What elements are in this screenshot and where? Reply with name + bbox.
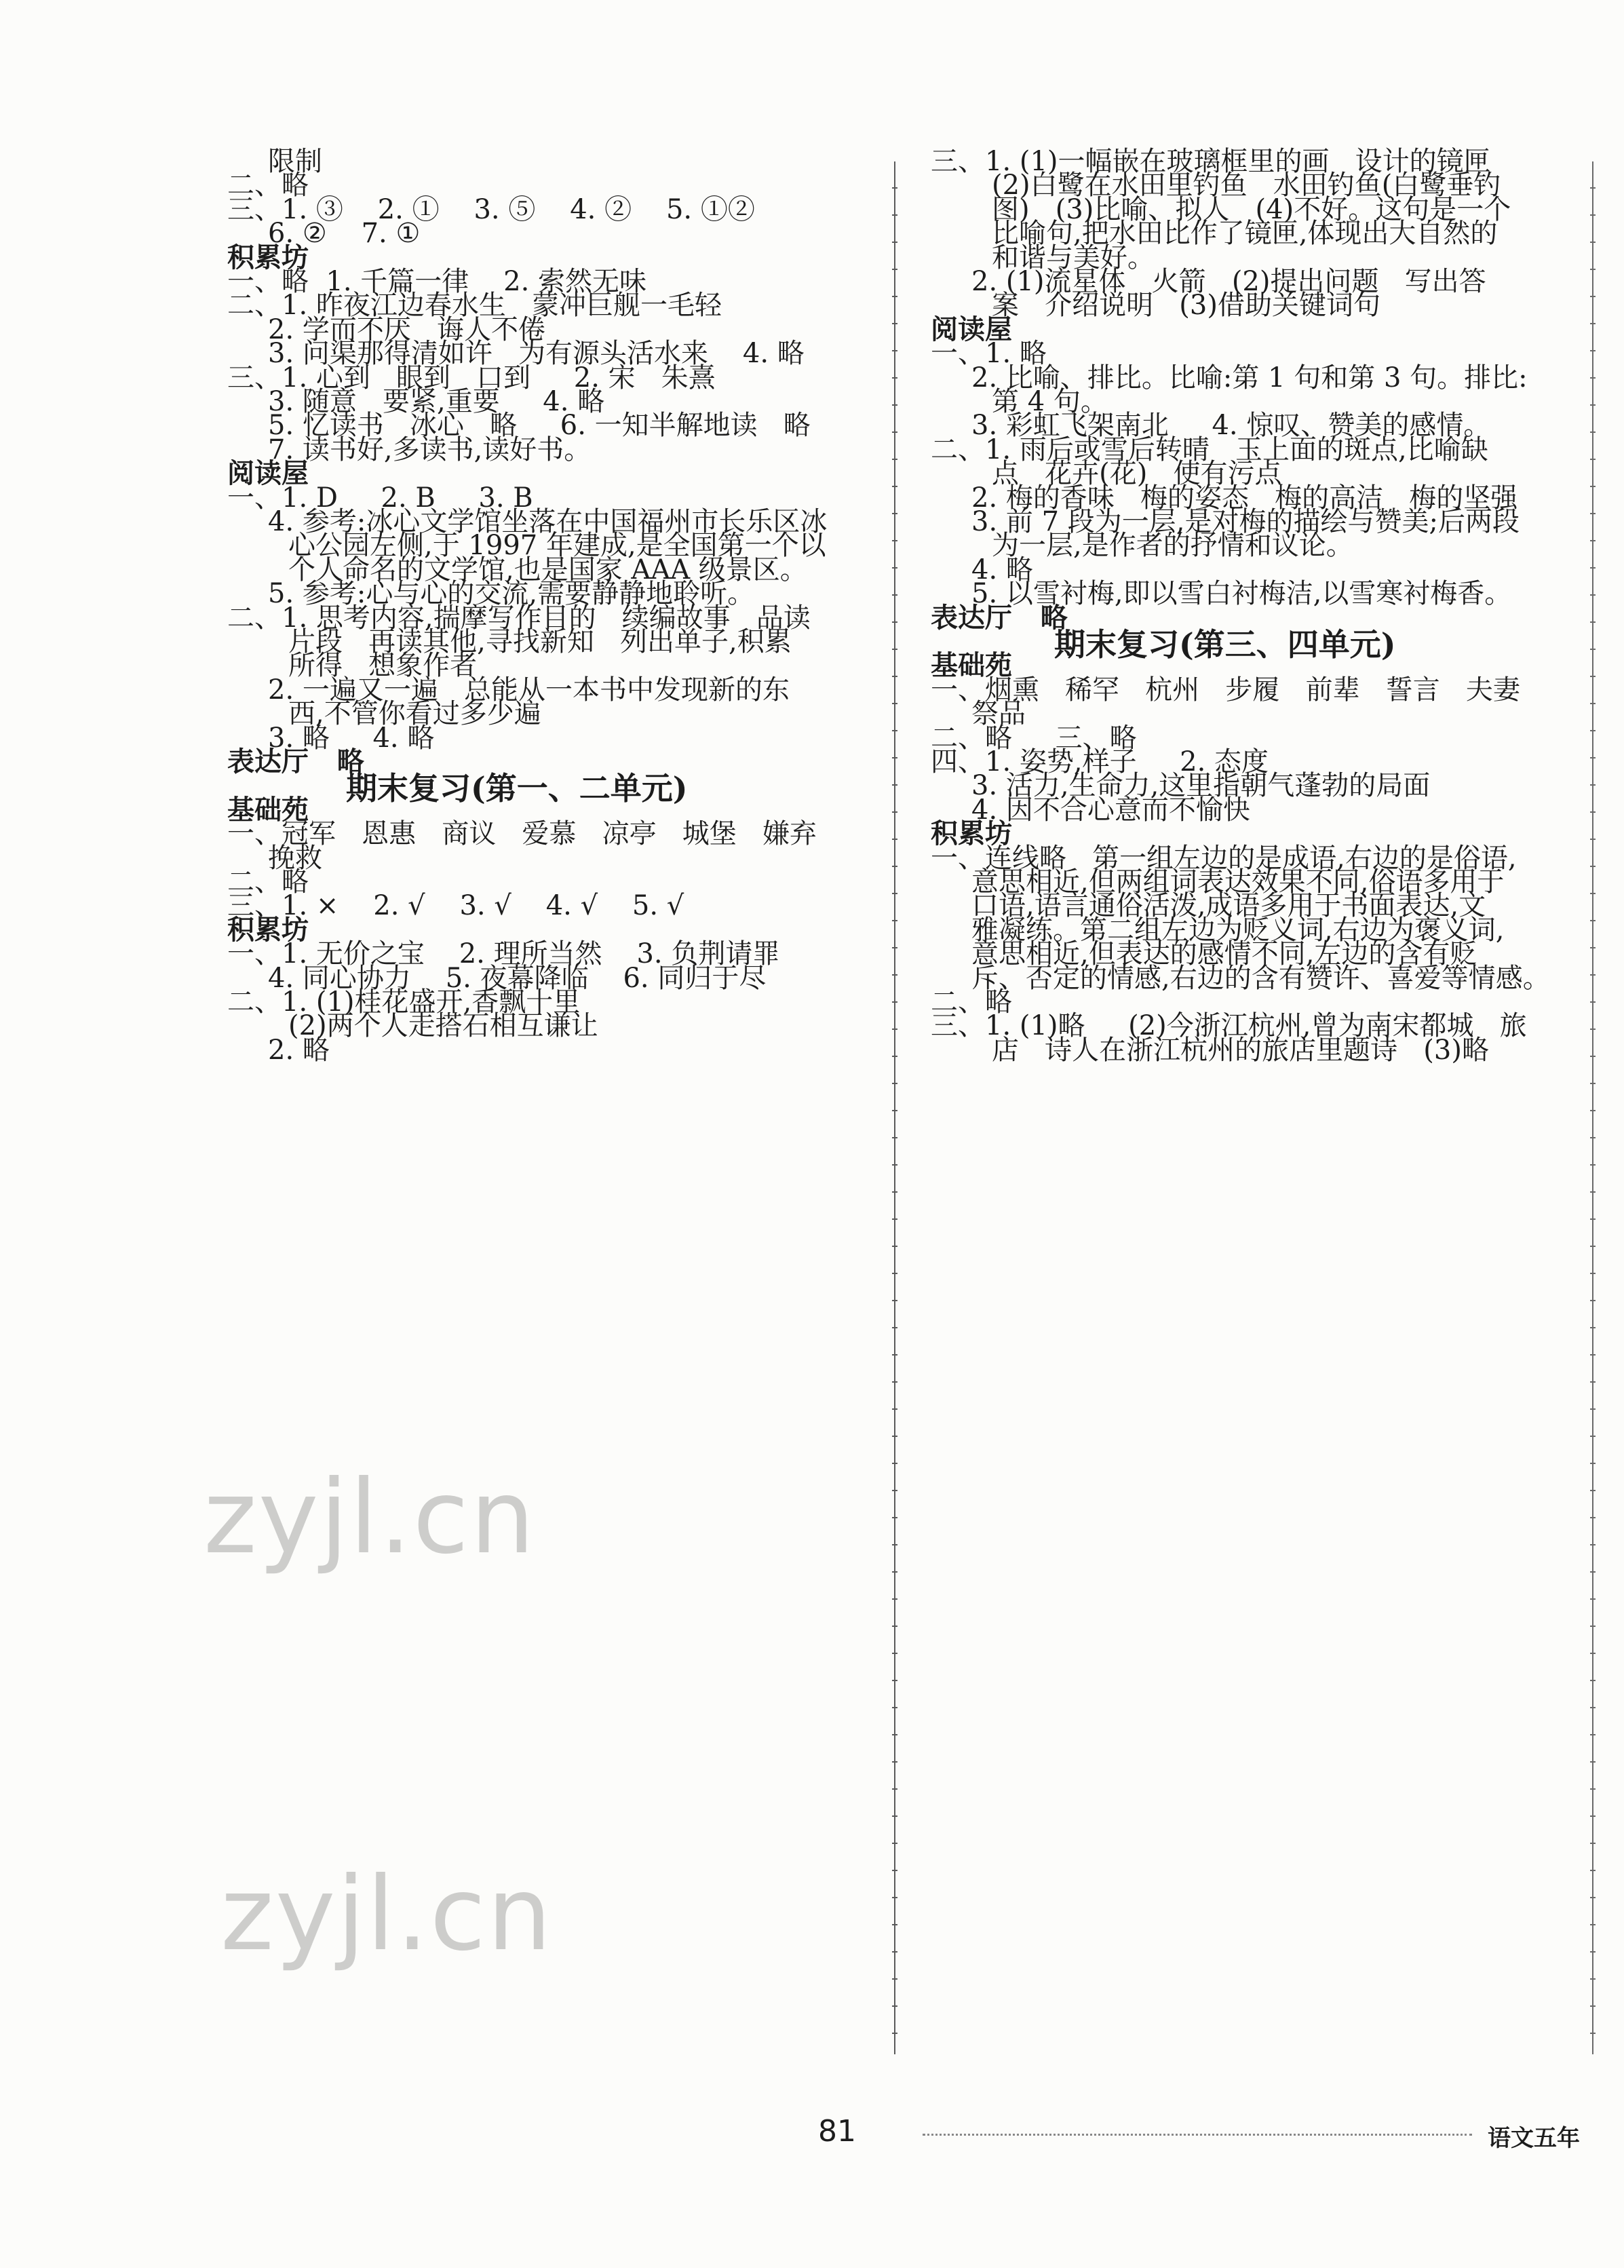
answer-line: 3. 问渠那得清如许 为有源头活水来 4. 略 (268, 338, 805, 370)
answer-line: (2)两个人走搭石相互谦让 (288, 1010, 598, 1042)
answer-line: 2. 学而不厌 诲人不倦 (268, 313, 546, 345)
answer-line: 5. 以雪衬梅,即以雪白衬梅洁,以雪寒衬梅香。 (971, 578, 1512, 610)
answer-line: 店 诗人在浙江杭州的旅店里题诗 (3)略 (992, 1034, 1489, 1066)
watermark: zyjl.cn (204, 1459, 537, 1577)
answer-line: 三、1. 心到 眼到 口到 2. 宋 朱熹 (227, 362, 716, 393)
answer-line: 第 4 句。 (992, 386, 1108, 417)
answer-line: 2. 略 (268, 1034, 330, 1066)
answer-line: 2. (1)流星体 火箭 (2)提出问题 写出答 (971, 266, 1486, 297)
section-heading: 表达厅 略 (227, 746, 364, 777)
answer-line: 2. 一遍又一遍 总能从一本书中发现新的东 (268, 674, 790, 706)
answer-line: 三、1. ③ 2. ① 3. ⑤ 4. ② 5. ①② (227, 193, 755, 225)
answer-line: 案 介绍说明 (3)借助关键词句 (992, 290, 1380, 322)
answer-line: 4. 参考:冰心文学馆坐落在中国福州市长乐区冰 (268, 506, 828, 537)
answer-line: 心公园左侧,于 1997 年建成,是全国第一个以 (288, 530, 826, 562)
answer-line: 三、1. (1)一幅嵌在玻璃框里的画 设计的镜匣 (931, 146, 1491, 177)
answer-line: 意思相近,但两组词表达效果不同,俗语多用于 (971, 866, 1505, 898)
answer-line: 斥、否定的情感,右边的含有赞许、喜爱等情感。 (971, 962, 1550, 994)
answer-line: 5. 参考:心与心的交流,需要静静地聆听。 (268, 578, 755, 610)
answer-line: 图) (3)比喻、拟人 (4)不好。这句是一个 (992, 193, 1511, 225)
answer-line: 三、1. (1)略 (2)今浙江杭州,曾为南宋都城 旅 (931, 1010, 1527, 1042)
answer-line: 一、连线略 第一组左边的是成语,右边的是俗语, (931, 842, 1517, 874)
answer-line: (2)白鹭在水田里钓鱼 水田钓鱼(白鹭垂钓 (992, 170, 1501, 201)
answer-line: 一、冠军 恩惠 商议 爱慕 凉亭 城堡 嫌弃 (227, 818, 817, 850)
answer-line: 一、略 1. 千篇一律 2. 索然无味 (227, 266, 647, 297)
page-number: 81 (818, 2114, 856, 2149)
answer-line: 二、1. 雨后或雪后转晴 玉上面的斑点,比喻缺 (931, 434, 1488, 465)
answer-line: 4. 略 (971, 554, 1033, 585)
answer-line: 所得 想象作者 (288, 650, 478, 682)
section-heading: 积累坊 (227, 913, 309, 946)
answer-line: 4. 同心协力 5. 夜幕降临 6. 同归于尽 (268, 962, 767, 994)
answer-line: 口语,语言通俗活泼,成语多用于书面表达,文 (971, 890, 1486, 922)
answer-line: 点 花卉(花) 使有污点 (992, 458, 1282, 490)
section-heading: 阅读屋 (931, 313, 1012, 345)
answer-line: 一、1. 略 (931, 338, 1047, 370)
answer-line: 3. 前 7 段为一层,是对梅的描绘与赞美;后两段 (971, 506, 1520, 537)
section-heading: 阅读屋 (227, 457, 309, 490)
answer-line: 个人命名的文学馆,也是国家 AAA 级景区。 (288, 554, 807, 585)
watermark: zyjl.cn (220, 1856, 554, 1974)
answer-line: 3. 活力,生命力,这里指朝气蓬勃的局面 (971, 770, 1431, 802)
answer-line: 和谐与美好。 (992, 242, 1155, 273)
answer-line: 一、烟熏 稀罕 杭州 步履 前辈 誓言 夫妻 (931, 674, 1520, 706)
answer-line: 比喻句,把水田比作了镜匣,体现出大自然的 (992, 218, 1498, 250)
answer-line: 3. 彩虹飞架南北 4. 惊叹、赞美的感情。 (971, 410, 1491, 442)
answer-line: 祭品 (971, 698, 1026, 730)
section-heading: 基础苑 (931, 649, 1012, 682)
answer-line: 3. 随意 要紧,重要 4. 略 (268, 386, 605, 417)
answer-line: 挽救 (268, 842, 322, 874)
answer-line: 二、略 (227, 170, 309, 201)
answer-line: 二、1. (1)桂花盛开,香飘十里 (227, 986, 581, 1018)
answer-line: 二、略 三、略 (931, 722, 1137, 754)
section-heading: 表达厅 略 (931, 601, 1068, 634)
section-heading: 积累坊 (227, 241, 309, 273)
answer-line: 为一层,是作者的抒情和议论。 (992, 530, 1353, 562)
answer-line: 限制 (268, 146, 322, 177)
answer-line: 二、略 (931, 986, 1012, 1018)
answer-line: 5. 忆读书 冰心 略 6. 一知半解地读 略 (268, 410, 811, 442)
answer-line: 一、1. D 2. B 3. B (227, 482, 533, 514)
answer-line: 一、1. 无价之宝 2. 理所当然 3. 负荆请罪 (227, 938, 780, 970)
answer-line: 西,不管你看过多少遍 (288, 698, 541, 730)
section-heading: 积累坊 (931, 818, 1012, 850)
page-edge-rule (1590, 161, 1596, 2054)
column-divider (892, 161, 897, 2054)
footer-label: 语文五年 (1488, 2125, 1580, 2152)
answer-line: 7. 读书好,多读书,读好书。 (268, 434, 592, 465)
section-heading: 基础苑 (227, 793, 309, 826)
answer-line: 片段 再读其他,寻找新知 列出单子,积累 (288, 626, 792, 657)
answer-line: 雅凝练。第二组左边为贬义词,右边为褒义词, (971, 914, 1505, 946)
answer-line: 4. 因不合心意而不愉快 (971, 794, 1250, 826)
answer-line: 2. 比喻、排比。比喻:第 1 句和第 3 句。排比: (971, 362, 1528, 393)
answer-line: 3. 略 4. 略 (268, 722, 435, 754)
answer-line: 2. 梅的香味 梅的姿态 梅的高洁 梅的坚强 (971, 482, 1518, 514)
answer-line: 意思相近,但表达的感情不同,左边的含有贬 (971, 938, 1477, 970)
answer-line: 三、1. × 2. √ 3. √ 4. √ 5. √ (227, 890, 684, 922)
answer-line: 四、1. 姿势,样子 2. 态度 (931, 746, 1269, 777)
answer-line: 二、略 (227, 866, 309, 898)
section-title: 期末复习(第一、二单元) (346, 770, 688, 807)
footer-rule (923, 2134, 1472, 2136)
answer-line: 6. ② 7. ① (268, 218, 421, 250)
answer-line: 二、1. 昨夜江边春水生 蒙冲巨舰一毛轻 (227, 290, 722, 322)
answer-line: 二、1. 思考内容,揣摩写作目的 续编故事 品读 (227, 602, 811, 634)
section-title: 期末复习(第三、四单元) (1054, 626, 1396, 663)
